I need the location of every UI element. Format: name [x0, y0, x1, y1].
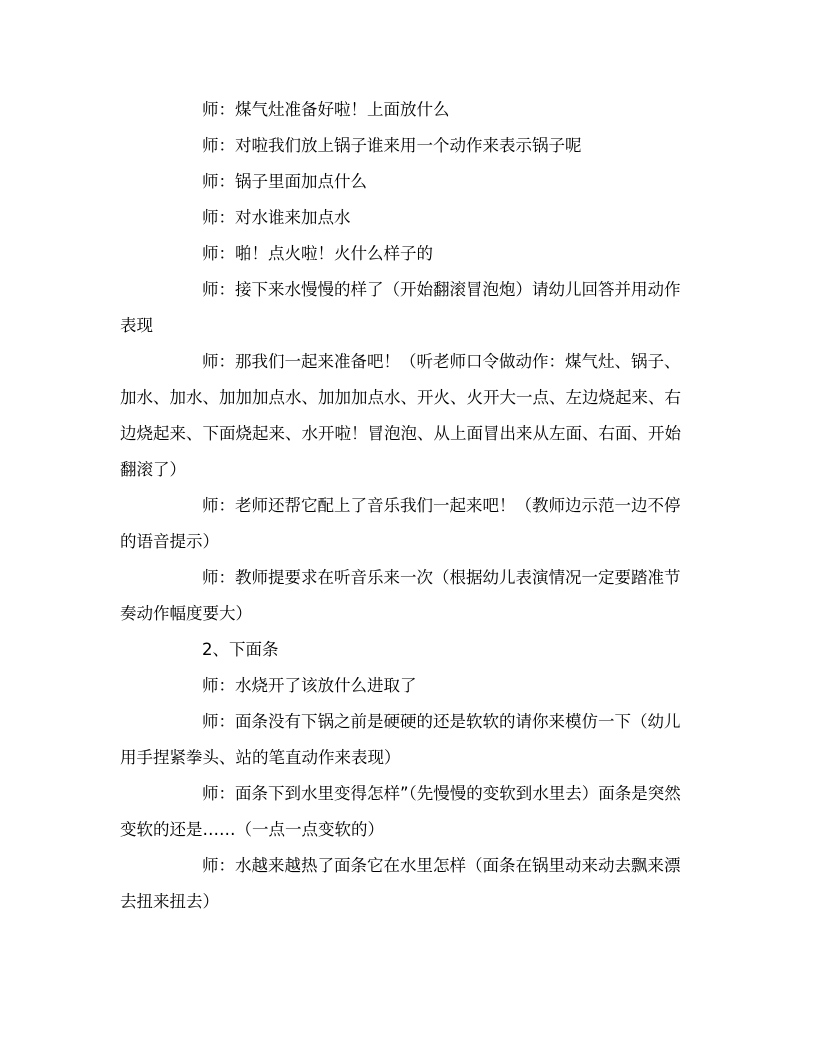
paragraph: 师：啪！点火啦！火什么样子的 [202, 244, 433, 263]
document-body [120, 92, 696, 920]
paragraph: 师：锅子里面加点什么 [202, 172, 367, 191]
paragraph: 师：对水谁来加点水 [202, 208, 351, 227]
section-heading: 2、下面条 [202, 640, 279, 659]
paragraph: 师：教师提要求在听音乐来一次（根据幼儿表演情况一定要踏准节奏动作幅度要大） [120, 568, 681, 623]
paragraph: 师：老师还帮它配上了音乐我们一起来吧！（教师边示范一边不停的语音提示） [120, 496, 681, 551]
paragraph: 师：那我们一起来准备吧！（听老师口令做动作：煤气灶、锅子、加水、加水、加加加点水、加加加点水、开火、火开大一点、左边烧起来、右边烧起来、下面烧起来、水开啦！冒泡泡、从上面冒出来从左面、右面、开始翻滚了） [120, 352, 681, 479]
paragraph: 师：面条没有下锅之前是硬硬的还是软软的请你来模仿一下（幼儿用手捏紧拳头、站的笔直动作来表现） [120, 712, 681, 767]
paragraph: 师：水越来越热了面条它在水里怎样（面条在锅里动来动去飘来漂去扭来扭去） [120, 856, 681, 911]
paragraph: 师：接下来水慢慢的样了（开始翻滚冒泡炮）请幼儿回答并用动作表现 [120, 280, 681, 335]
paragraph: 师：煤气灶准备好啦！上面放什么 [202, 100, 450, 119]
paragraph: 师：对啦我们放上锅子谁来用一个动作来表示锅子呢 [202, 136, 582, 155]
paragraph: 师：面条下到水里变得怎样”（先慢慢的变软到水里去）面条是突然变软的还是……（一点一点变软的） [120, 784, 681, 839]
paragraph: 师：水烧开了该放什么进取了 [202, 676, 417, 695]
